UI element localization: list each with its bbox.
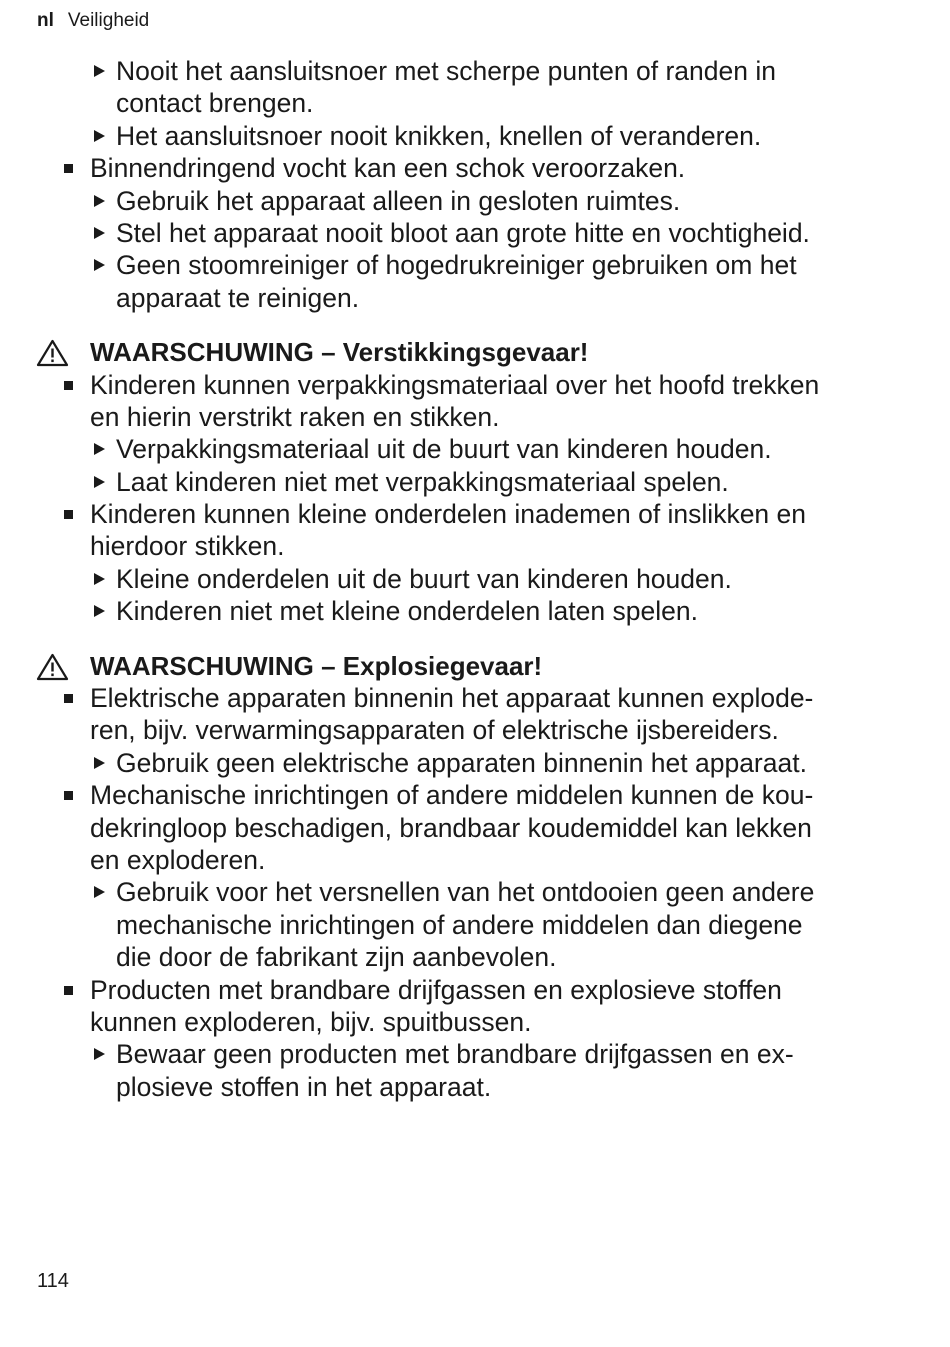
triangle-arrow-icon: [94, 605, 105, 617]
line-text: Mechanische inrichtingen of andere middelen kunnen de kou-: [90, 780, 814, 811]
page-header: [37, 9, 149, 33]
line-text: Gebruik geen elektrische apparaten binnenin het apparaat.: [116, 747, 807, 778]
hazard-item-continuation: [0, 844, 950, 876]
square-bullet-icon: [64, 164, 73, 173]
triangle-arrow-icon: [94, 443, 105, 455]
line-text: Kleine onderdelen uit de buurt van kinderen houden.: [116, 563, 732, 594]
warning-heading: [0, 336, 950, 368]
safety-instructions: [0, 55, 950, 1103]
action-item-continuation: [0, 282, 950, 314]
action-item-continuation: [0, 909, 950, 941]
action-item: [0, 249, 950, 281]
warning-heading: [0, 650, 950, 682]
square-bullet-icon: [64, 694, 73, 703]
line-text: plosieve stoffen in het apparaat.: [116, 1071, 492, 1102]
action-item: [0, 185, 950, 217]
line-text: kunnen exploderen, bijv. spuitbussen.: [90, 1006, 532, 1037]
line-text: Bewaar geen producten met brandbare drijfgassen en ex-: [116, 1039, 794, 1070]
triangle-arrow-icon: [94, 259, 105, 271]
action-item-continuation: [0, 87, 950, 119]
line-text: Kinderen niet met kleine onderdelen laten spelen.: [116, 596, 698, 627]
action-item: [0, 466, 950, 498]
hazard-item-continuation: [0, 1006, 950, 1038]
triangle-arrow-icon: [94, 1048, 105, 1060]
line-text: Gebruik voor het versnellen van het ontdooien geen andere: [116, 877, 815, 908]
action-item-continuation: [0, 941, 950, 973]
line-text: Producten met brandbare drijfgassen en explosieve stoffen: [90, 974, 782, 1005]
square-bullet-icon: [64, 510, 73, 519]
section-title: Veiligheid: [67, 10, 150, 31]
line-text: Geen stoomreiniger of hogedrukreiniger gebruiken om het: [116, 250, 797, 281]
warning-triangle-icon: [36, 339, 69, 367]
warning-triangle-icon: [36, 653, 69, 681]
line-text: apparaat te reinigen.: [116, 282, 360, 313]
square-bullet-icon: [64, 791, 73, 800]
line-text: dekringloop beschadigen, brandbaar koudemiddel kan lekken: [90, 812, 812, 843]
hazard-item: [0, 369, 950, 401]
line-text: Gebruik het apparaat alleen in gesloten ruimtes.: [116, 185, 681, 216]
action-item: [0, 876, 950, 908]
line-text: Elektrische apparaten binnenin het apparaat kunnen explode-: [90, 683, 814, 714]
action-item: [0, 747, 950, 779]
hazard-item: [0, 498, 950, 530]
action-item: [0, 595, 950, 627]
square-bullet-icon: [64, 986, 73, 995]
page-number: 114: [37, 1270, 69, 1292]
triangle-arrow-icon: [94, 886, 105, 898]
triangle-arrow-icon: [94, 130, 105, 142]
action-item: [0, 55, 950, 87]
warning-heading-text: WAARSCHUWING – Explosiegevaar!: [90, 650, 543, 681]
triangle-arrow-icon: [94, 227, 105, 239]
line-text: ren, bijv. verwarmingsapparaten of elektrische ijsbereiders.: [90, 715, 779, 746]
action-item-continuation: [0, 1071, 950, 1103]
triangle-arrow-icon: [94, 195, 105, 207]
line-text: Kinderen kunnen verpakkingsmateriaal over het hoofd trekken: [90, 369, 820, 400]
hazard-item-continuation: [0, 812, 950, 844]
line-text: Laat kinderen niet met verpakkingsmateriaal spelen.: [116, 466, 729, 497]
hazard-item: [0, 974, 950, 1006]
hazard-item-continuation: [0, 714, 950, 746]
action-item: [0, 120, 950, 152]
action-item: [0, 217, 950, 249]
action-item: [0, 563, 950, 595]
line-text: en hierin verstrikt raken en stikken.: [90, 401, 500, 432]
hazard-item: [0, 779, 950, 811]
triangle-arrow-icon: [94, 757, 105, 769]
hazard-item-continuation: [0, 401, 950, 433]
triangle-arrow-icon: [94, 476, 105, 488]
line-text: mechanische inrichtingen of andere middelen dan diegene: [116, 909, 803, 940]
square-bullet-icon: [64, 381, 73, 390]
warning-heading-text: WAARSCHUWING – Verstikkingsgevaar!: [90, 337, 589, 368]
line-text: en exploderen.: [90, 844, 266, 875]
line-text: Nooit het aansluitsnoer met scherpe punten of randen in: [116, 56, 776, 86]
hazard-item: [0, 152, 950, 184]
line-text: Binnendringend vocht kan een schok veroorzaken.: [90, 153, 686, 184]
line-text: Het aansluitsnoer nooit knikken, knellen of veranderen.: [116, 120, 762, 151]
language-code: nl: [37, 10, 54, 31]
line-text: Verpakkingsmateriaal uit de buurt van kinderen houden.: [116, 434, 772, 465]
hazard-item: [0, 682, 950, 714]
line-text: Kinderen kunnen kleine onderdelen inademen of inslikken en: [90, 499, 807, 530]
action-item: [0, 1038, 950, 1070]
hazard-item-continuation: [0, 530, 950, 562]
line-text: contact brengen.: [116, 88, 314, 119]
line-text: hierdoor stikken.: [90, 531, 285, 562]
triangle-arrow-icon: [94, 65, 105, 77]
line-text: Stel het apparaat nooit bloot aan grote hitte en vochtigheid.: [116, 217, 810, 248]
line-text: die door de fabrikant zijn aanbevolen.: [116, 942, 557, 973]
triangle-arrow-icon: [94, 573, 105, 585]
action-item: [0, 433, 950, 465]
